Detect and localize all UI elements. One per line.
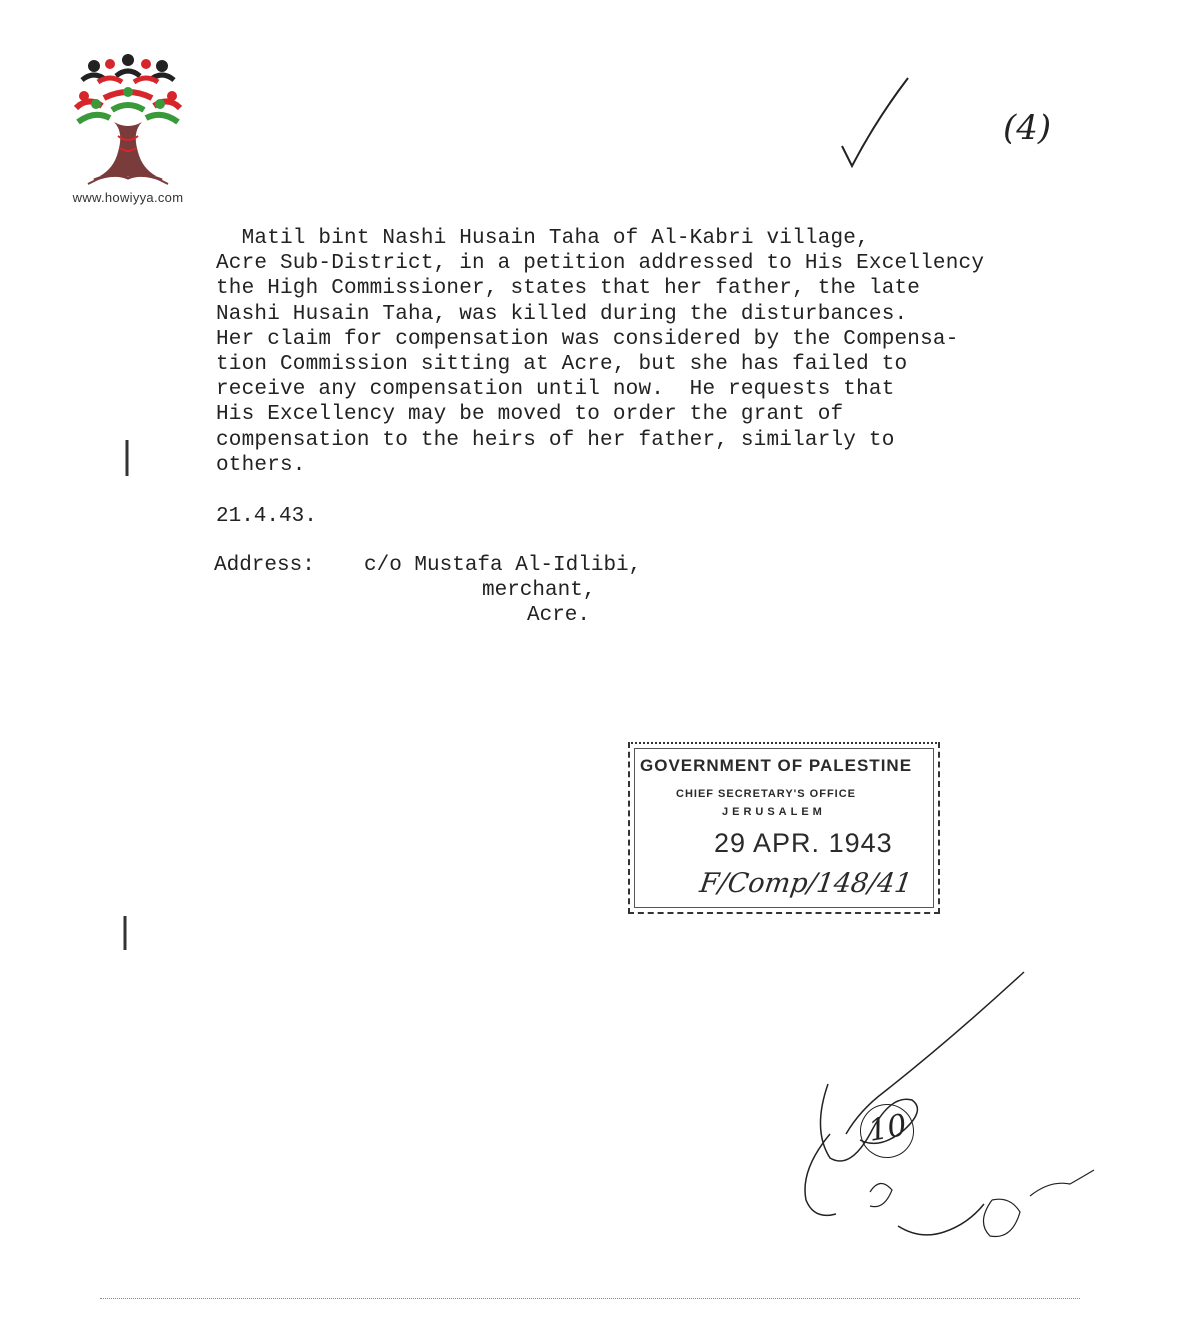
stamp-office: CHIEF SECRETARY'S OFFICE [676,788,857,800]
page-bottom-dots [100,1298,1080,1299]
stamp-date: 29 APR. 1943 [714,828,893,858]
petition-line: Nashi Husain Taha, was killed during the disturbances. [216,302,908,326]
checkmark-icon [842,78,908,166]
stamp-city: JERUSALEM [722,806,826,818]
petition-line: others. [216,453,306,477]
address-line: Acre. [527,604,591,627]
stamp-file-reference: F/Comp/148/41 [697,868,914,899]
logo-url-text: www.howiyya.com [72,190,184,205]
petition-line: Matil bint Nashi Husain Taha of Al-Kabri village, [216,227,869,250]
petition-line: Acre Sub-District, in a petition addressed to His Excellency [216,252,985,276]
address-label: Address: [214,554,315,577]
address-line: c/o Mustafa Al-Idlibi, [364,554,642,577]
petition-line: His Excellency may be moved to order the grant of [216,403,844,427]
margin-mark-icon [125,440,127,950]
page-number-mark: (4) [1003,108,1052,148]
petition-line: tion Commission sitting at Acre, but she has failed to [216,353,908,377]
received-stamp [628,742,940,914]
address-line: merchant, [482,579,596,602]
petition-line: the High Commissioner, states that her father, the late [216,277,921,301]
petition-date: 21.4.43. [216,505,317,528]
petition-line: compensation to the heirs of her father, similarly to [216,428,895,452]
petition-line: receive any compensation until now. He requests that [216,378,895,402]
petition-line: Her claim for compensation was considered by the Compensa- [216,327,959,351]
signature-flourish-icon [805,972,1094,1237]
circled-number: 10 [865,1107,910,1149]
stamp-government: GOVERNMENT OF PALESTINE [640,756,913,775]
petition-body [216,226,1116,478]
